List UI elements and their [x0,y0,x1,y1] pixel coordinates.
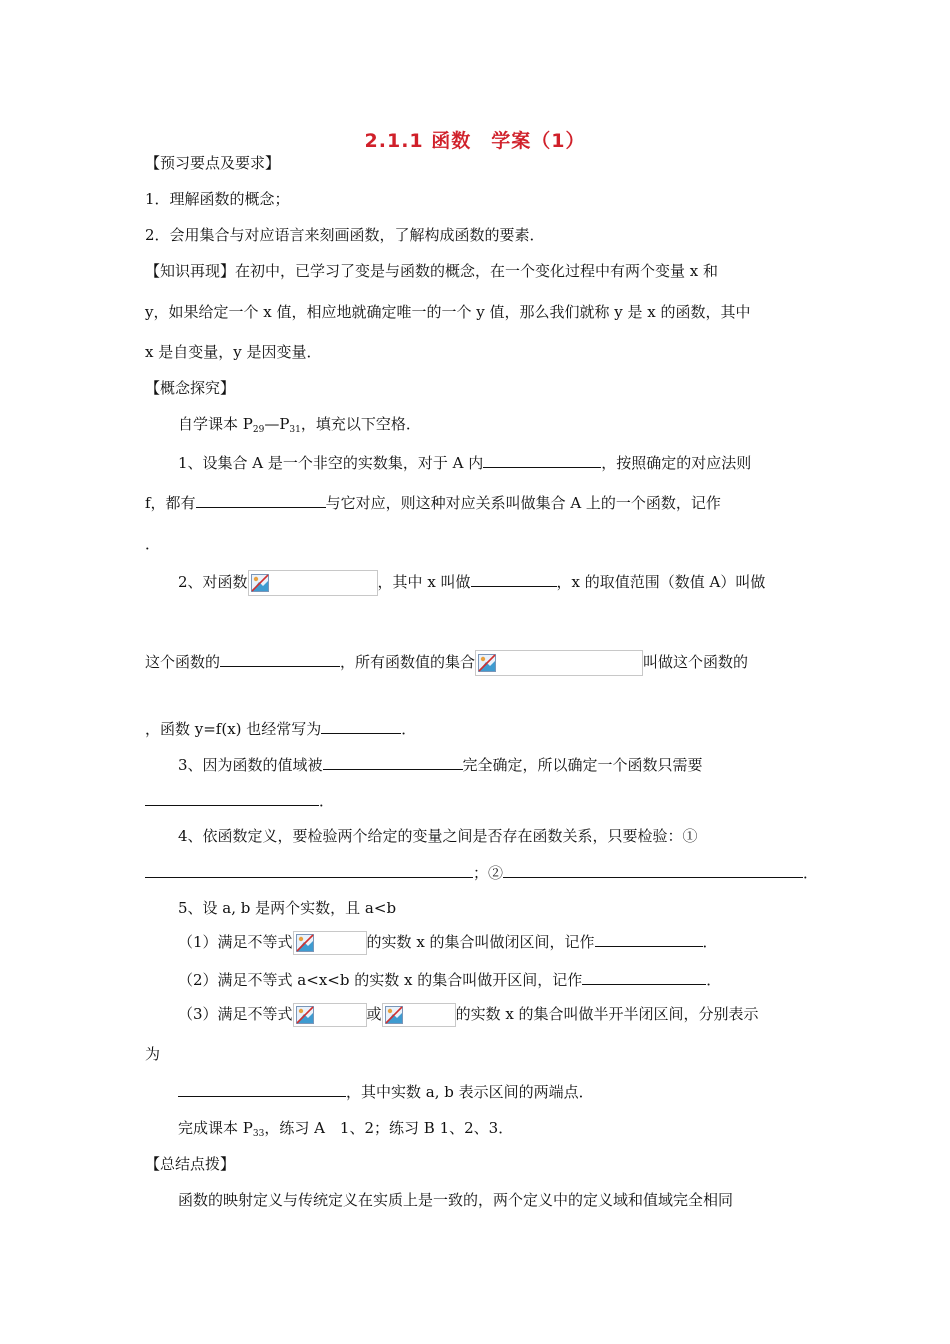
question-3-line-1 [178,754,703,775]
question-4-line-1: 4、依函数定义，要检验两个给定的变量之间是否存在函数关系，只要检验：① [178,827,698,845]
q2-text-h: ． [401,720,417,738]
broken-image-icon [385,1006,403,1024]
q4-text-c: ． [803,864,819,882]
formula-image-range [475,650,643,676]
question-1-line-2 [145,492,721,513]
q5-3-text-a: （3）满足不等式 [178,1005,293,1023]
question-5-heading: 5、设 a, b 是两个实数，且 a<b [178,899,397,917]
blank-q2-2[interactable] [220,651,340,667]
q5-2-text-b: ． [706,971,722,989]
formula-image-half-open-1 [293,1003,367,1027]
blank-q2-1[interactable] [471,571,557,587]
q5-1-text-a: （1）满足不等式 [178,933,293,951]
broken-image-icon [478,654,496,672]
self-study-c: ，填充以下空格． [300,415,421,433]
question-2-line-2 [145,649,748,676]
knowledge-line-2: y，如果给定一个 x 值，相应地就确定唯一的一个 y 值，那么我们就称 y 是 x 的函数，其中 [145,303,751,321]
q5-1-text-b: 的实数 x 的集合叫做闭区间，记作 [366,933,595,951]
blank-q2-3[interactable] [321,718,401,734]
q1-text-b: ，按照确定的对应法则 [601,454,752,472]
section-knowledge-heading: 【知识再现】 [145,262,236,280]
blank-q5-1[interactable] [595,931,703,947]
knowledge-text-1: 在初中，已学习了变是与函数的概念，在一个变化过程中有两个变量 x 和 [235,262,719,280]
exercise-line [178,1118,513,1144]
formula-image-closed-interval [293,931,367,955]
q3-text-c: ． [319,792,335,810]
page-sub-1: 29 [252,425,265,435]
knowledge-line-3: x 是自变量，y 是因变量． [145,343,322,361]
question-3-line-2 [145,790,334,811]
q1-text-a: 1、设集合 A 是一个非空的实数集，对于 A 内 [178,454,484,472]
question-4-line-2 [145,862,818,883]
requirement-1: 1．理解函数的概念； [145,190,290,208]
section-preview-heading: 【预习要点及要求】 [145,154,281,172]
page-sub-2: 31 [289,425,301,435]
exercise-page-sub: 33 [252,1129,265,1139]
section-summary-heading: 【总结点拨】 [145,1155,236,1173]
question-5-3-cont: 为 [145,1045,161,1063]
question-1-line-1 [178,452,751,473]
page-title: 2.1.1 函数 学案（1） [364,130,586,152]
summary-line-1: 函数的映射定义与传统定义在实质上是一致的，两个定义中的定义域和值域完全相同 [178,1191,734,1209]
requirement-2: 2．会用集合与对应语言来刻画函数，了解构成函数的要素． [145,226,545,244]
q2-text-f: 叫做这个函数的 [643,653,749,671]
knowledge-line-1 [145,261,718,281]
q5-2-text-a: （2）满足不等式 a<x<b 的实数 x 的集合叫做开区间，记作 [178,971,583,989]
q5-3-text-e: ，其中实数 a, b 表示区间的两端点． [346,1083,594,1101]
q2-text-a: 2、对函数 [178,573,248,591]
self-study-a: 自学课本 P [178,415,253,433]
exercise-text-b: ，练习 A 1、2；练习 B 1、2、3． [264,1119,514,1137]
section-concept-heading: 【概念探究】 [145,379,236,397]
question-5-3-line-3 [178,1081,594,1102]
broken-image-icon [251,574,269,592]
blank-q1-1[interactable] [483,452,601,468]
broken-image-icon [296,934,314,952]
question-2-line-1 [178,569,765,596]
blank-q4-1[interactable] [145,862,473,878]
blank-q5-2[interactable] [582,969,706,985]
formula-image-half-open-2 [382,1003,456,1027]
blank-q1-2[interactable] [196,492,326,508]
q2-text-g: ，函数 y=f(x) 也经常写为 [145,720,322,738]
q2-text-e: ，所有函数值的集合 [340,653,476,671]
q5-3-text-c: 的实数 x 的集合叫做半开半闭区间，分别表示 [455,1005,759,1023]
q1-text-c: f，都有 [145,494,196,512]
q2-text-d: 这个函数的 [145,653,221,671]
q3-text-a: 3、因为函数的值域被 [178,756,323,774]
blank-q5-3[interactable] [178,1081,346,1097]
blank-q3-2[interactable] [145,790,319,806]
q4-text-b: ；② [473,864,504,882]
q2-text-c: ，x 的取值范围（数值 A）叫做 [556,573,766,591]
q5-3-text-b: 或 [366,1005,382,1023]
question-2-line-3 [145,718,416,739]
q3-text-b: 完全确定，所以确定一个函数只需要 [462,756,703,774]
q2-text-b: ，其中 x 叫做 [377,573,471,591]
question-5-1 [178,930,718,955]
q1-text-d: 与它对应，则这种对应关系叫做集合 A 上的一个函数，记作 [325,494,721,512]
question-1-line-3: ． [145,535,161,553]
self-study-b: —P [264,415,290,433]
exercise-text-a: 完成课本 P [178,1119,253,1137]
blank-q4-2[interactable] [503,862,803,878]
question-5-3 [178,1002,759,1027]
blank-q3-1[interactable] [323,754,463,770]
self-study-line [178,414,421,440]
question-5-2 [178,969,721,990]
broken-image-icon [296,1006,314,1024]
formula-image-function [248,570,378,596]
q5-1-text-c: ． [702,933,718,951]
